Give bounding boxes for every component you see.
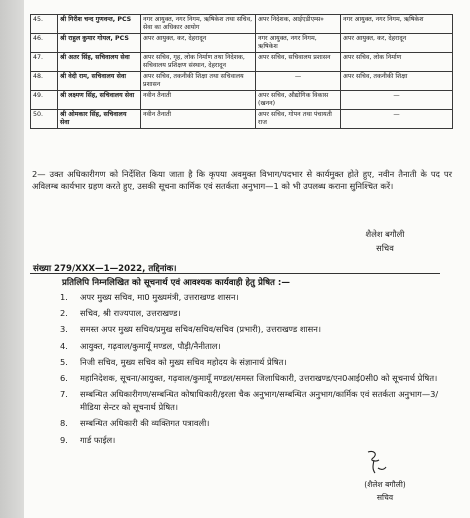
table-cell-c3: अपर सचिव, तकनीकी शिक्षा (341, 72, 453, 91)
list-item (60, 434, 450, 447)
list-item (60, 323, 450, 336)
table-cell-name: श्री गिरीश चन्द गुणवन्त, PCS (58, 15, 141, 34)
list-item-number: 1. (60, 292, 68, 302)
table-cell-name: श्री ओमकार सिंह, सचिवालय सेवा (58, 110, 141, 129)
list-item-number: 3. (60, 324, 68, 335)
table-cell-c3: — (341, 110, 453, 129)
list-item-number: 6. (60, 372, 68, 383)
table-cell-c3: अपर सचिव, लोक निर्माण (341, 53, 453, 72)
table-cell-c2: अपर सचिव, सचिवालय प्रशासन (256, 53, 341, 72)
table-cell-sn: 50. (31, 110, 58, 129)
table-cell-name: श्री वेदी राम, सचिवालय सेवा (58, 72, 141, 91)
signature-block (350, 227, 420, 255)
signatory-name: शैलेश बगौली (365, 229, 405, 239)
table-cell-sn: 47. (31, 53, 58, 72)
posting-table (30, 14, 453, 129)
list-item-text: सम्बन्धित अधिकारी की व्यक्तिगत पत्रावली। (80, 418, 210, 429)
list-item-text: गार्ड फाईल। (80, 434, 116, 445)
signatory-title-2: सचिव (376, 493, 394, 502)
list-item-text: अपर मुख्य सचिव, मा0 मुख्यमंत्री, उत्तराखण्ड शासन। (80, 292, 239, 302)
list-item (60, 340, 450, 353)
table-cell-c1: अपर आयुक्त, कर, देहरादून (141, 34, 256, 53)
list-item (60, 356, 450, 369)
list-item (60, 388, 450, 414)
table-cell-c2: अपर निदेशक, आईएडीएम्स० (256, 15, 341, 34)
list-item-text: महानिदेशक, सूचना/आयुक्त, गढ़वाल/कुमायूँ मण्डल/समस्त जिलाधिकारी, उत्तराखण्ड/एन0आई0सी0 को सूचनार्थ प्रेषित। (80, 372, 438, 383)
handwritten-signature (360, 448, 390, 476)
list-item-number: 9. (60, 434, 68, 445)
list-item-number: 7. (60, 389, 68, 400)
table-cell-sn: 48. (31, 72, 58, 91)
table-cell-c1: नवीन तैनाती (141, 110, 256, 129)
table-cell-c3: — (341, 91, 453, 110)
list-item-text: सचिव, श्री राज्यपाल, उत्तराखण्ड। (80, 308, 181, 319)
list-item-text: समस्त अपर मुख्य सचिव/प्रमुख सचिव/सचिव/सचिव (प्रभारी), उत्तराखण्ड शासन। (80, 324, 321, 335)
table-cell-c3: अपर आयुक्त, कर, देहरादून (341, 34, 453, 53)
instruction-paragraph: 2— उक्त अधिकारीगण को निर्देशित किया जाता है कि कृपया अवमुक्त विभाग/पदभार से कार्यमुक्त होते हुए, नवीन तैनाती के पद पर अविलम्ब कार्यभार ग्रहण करते हुए, उसकी सूचना कार्मिक एवं सतर्कता अनुभाग—1 को भी उपलब्ध कराना सुनिश्चित करें। (32, 169, 452, 191)
list-item-text: आयुक्त, गढ़वाल/कुमायूँ मण्डल, पौड़ी/नैनीताल। (80, 340, 221, 351)
reference-number: संख्या 279/XXX—1—2022, तद्दिनांक। (33, 264, 177, 274)
list-item-text: निजी सचिव, मुख्य सचिव को मुख्य सचिव महोदय के संज्ञानार्थ प्रेषित। (80, 356, 287, 367)
copy-heading: प्रतिलिपि निम्नलिखित को सूचनार्थ एवं आवश्यक कार्यवाही हेतु प्रेषित :— (62, 278, 290, 288)
table-cell-c2: अपर सचिव, औद्योगिक विकास (खनन) (256, 91, 341, 110)
table-cell-c3: नगर आयुक्त, नगर निगम, ऋषिकेश (341, 15, 453, 34)
table-row (31, 110, 453, 129)
list-item-number: 4. (60, 340, 68, 351)
signatory-title: सचिव (376, 243, 394, 253)
list-item-number: 8. (60, 418, 68, 429)
table-cell-name: श्री राहुल कुमार गोयल, PCS (58, 34, 141, 53)
table-row (31, 34, 453, 53)
table-row (31, 15, 453, 34)
table-cell-c1: नगर आयुक्त, नगर निगम, ऋषिकेश तथा सचिव, सेवा का अधिकार आयोग (141, 15, 256, 34)
list-item-number: 2. (60, 308, 68, 319)
table-cell-c1: अपर सचिव, तकनीकी शिक्षा तथा सचिवालय प्रशासन (141, 72, 256, 91)
table-cell-sn: 46. (31, 34, 58, 53)
table-cell-sn: 45. (31, 15, 58, 34)
table-row (31, 72, 453, 91)
table-cell-c2: नगर आयुक्त, नगर निगम, ऋषिकेश (256, 34, 341, 53)
list-item (60, 291, 450, 304)
list-item-number: 5. (60, 356, 68, 367)
table-cell-c2: अपर सचिव, गोपन तथा पंचायती राज (256, 110, 341, 129)
page-edge-shadow (0, 0, 24, 518)
table-cell-c2: — (256, 72, 341, 91)
copy-list (60, 291, 450, 450)
list-item (60, 307, 450, 320)
list-item (60, 372, 450, 385)
signatory-name-2: (शैलेश बगौली) (364, 480, 406, 489)
signature-block-2 (345, 478, 425, 504)
list-item-text: सम्बन्धित अधिकारीगण/सम्बन्धित कोषाधिकारी/इरला चैक अनुभाग/सम्बन्धित अनुभाग/कार्मिक एवं सतर्कता अनुभाग—3/मीडिया सेन्टर को सूचनार्थ प्रेषित। (80, 389, 439, 413)
list-item (60, 417, 450, 430)
table-row (31, 91, 453, 110)
table-cell-name: श्री अतर सिंह, सचिवालय सेवा (58, 53, 141, 72)
table-cell-c1: नवीन तैनाती (141, 91, 256, 110)
table-cell-sn: 49. (31, 91, 58, 110)
table-row (31, 53, 453, 72)
table-cell-c1: अपर सचिव, गृह, लोक निर्माण तथा निदेशक, सचिवालय प्रशिक्षण संस्थान, देहरादून (141, 53, 256, 72)
table-cell-name: श्री लक्ष्मण सिंह, सचिवालय सेवा (58, 91, 141, 110)
